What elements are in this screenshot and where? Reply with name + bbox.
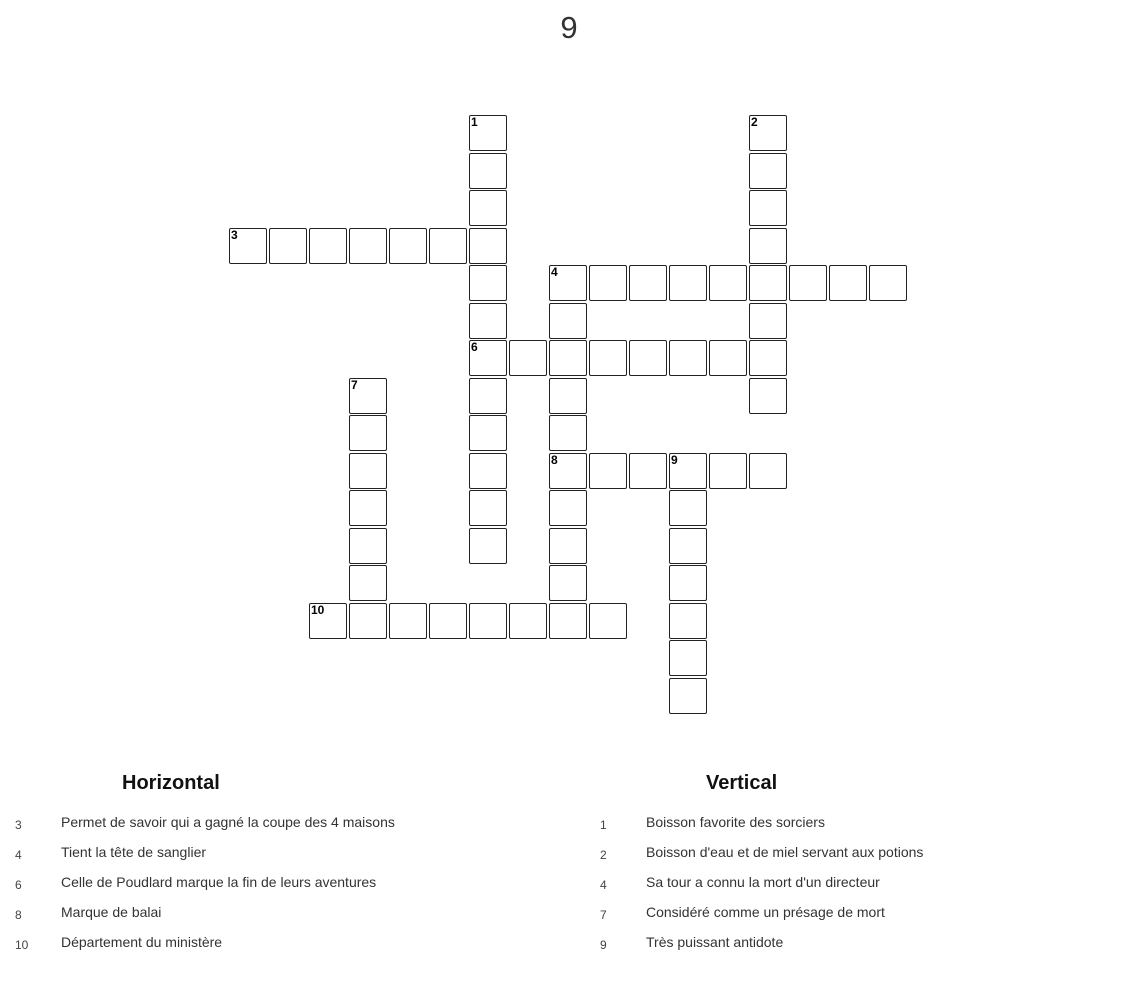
grid-cell[interactable] <box>589 603 627 639</box>
grid-cell[interactable] <box>589 453 627 489</box>
clue-number: 1 <box>600 818 607 832</box>
grid-cell[interactable] <box>349 565 387 601</box>
grid-cell[interactable] <box>469 378 507 414</box>
grid-cell[interactable] <box>349 378 387 414</box>
grid-cell[interactable] <box>229 228 267 264</box>
clue-number: 8 <box>15 908 22 922</box>
grid-cell[interactable] <box>549 340 587 376</box>
grid-cell[interactable] <box>429 228 467 264</box>
cell-number: 9 <box>671 453 678 467</box>
clue-text: Boisson favorite des sorciers <box>646 814 825 830</box>
grid-cell[interactable] <box>469 153 507 189</box>
cell-number: 7 <box>351 378 358 392</box>
grid-cell[interactable] <box>349 453 387 489</box>
grid-cell[interactable] <box>549 453 587 489</box>
cell-number: 6 <box>471 340 478 354</box>
clue-text: Très puissant antidote <box>646 934 784 950</box>
grid-cell[interactable] <box>709 265 747 301</box>
clue-number: 7 <box>600 908 607 922</box>
down-heading: Vertical <box>706 772 778 794</box>
grid-cell[interactable] <box>349 603 387 639</box>
grid-cell[interactable] <box>669 340 707 376</box>
grid-cell[interactable] <box>549 565 587 601</box>
grid-cell[interactable] <box>749 453 787 489</box>
across-heading: Horizontal <box>122 772 220 794</box>
clue-text: Permet de savoir qui a gagné la coupe des 4 maisons <box>61 814 395 830</box>
grid-cell[interactable] <box>309 228 347 264</box>
clue-text: Considéré comme un présage de mort <box>646 904 885 920</box>
grid-cell[interactable] <box>389 228 427 264</box>
grid-cell[interactable] <box>749 228 787 264</box>
grid-cell[interactable] <box>349 415 387 451</box>
grid-cell[interactable] <box>469 415 507 451</box>
cell-number: 4 <box>551 265 558 279</box>
grid-cell[interactable] <box>549 265 587 301</box>
clue-number: 3 <box>15 818 22 832</box>
grid-cell[interactable] <box>749 340 787 376</box>
grid-cell[interactable] <box>669 640 707 676</box>
grid-cell[interactable] <box>629 340 667 376</box>
puzzle-title: 9 <box>560 10 578 45</box>
grid-cell[interactable] <box>349 228 387 264</box>
grid-cell[interactable] <box>509 603 547 639</box>
clue-text: Celle de Poudlard marque la fin de leurs aventures <box>61 874 377 890</box>
clue-text: Sa tour a connu la mort d'un directeur <box>646 874 880 890</box>
grid-cell[interactable] <box>629 453 667 489</box>
clue-text: Département du ministère <box>61 934 223 950</box>
clue-number: 6 <box>15 878 22 892</box>
grid-cell[interactable] <box>349 490 387 526</box>
grid-cell[interactable] <box>829 265 867 301</box>
grid-cell[interactable] <box>749 265 787 301</box>
grid-cell[interactable] <box>469 190 507 226</box>
clue-number: 10 <box>15 938 29 952</box>
clue-text: Boisson d'eau et de miel servant aux potions <box>646 844 924 860</box>
cell-number: 8 <box>551 453 558 467</box>
grid-cell[interactable] <box>549 528 587 564</box>
grid-cell[interactable] <box>509 340 547 376</box>
grid-cell[interactable] <box>749 115 787 151</box>
grid-cell[interactable] <box>789 265 827 301</box>
grid-cell[interactable] <box>469 490 507 526</box>
grid-cell[interactable] <box>669 678 707 714</box>
clue-text: Marque de balai <box>61 904 162 920</box>
grid-cell[interactable] <box>349 528 387 564</box>
grid-cell[interactable] <box>669 490 707 526</box>
grid-cell[interactable] <box>469 453 507 489</box>
clue-number: 4 <box>600 878 607 892</box>
grid-cell[interactable] <box>669 453 707 489</box>
grid-cell[interactable] <box>669 565 707 601</box>
grid-cell[interactable] <box>669 603 707 639</box>
grid-cell[interactable] <box>749 303 787 339</box>
grid-cell[interactable] <box>549 303 587 339</box>
grid-cell[interactable] <box>709 340 747 376</box>
grid-cell[interactable] <box>469 340 507 376</box>
cell-number: 10 <box>311 603 325 617</box>
grid-cell[interactable] <box>549 603 587 639</box>
clue-text: Tient la tête de sanglier <box>61 844 207 860</box>
grid-cell[interactable] <box>309 603 347 639</box>
cell-number: 1 <box>471 115 478 129</box>
grid-cell[interactable] <box>669 265 707 301</box>
grid-cell[interactable] <box>469 228 507 264</box>
grid-cell[interactable] <box>469 528 507 564</box>
grid-cell[interactable] <box>669 528 707 564</box>
grid-cell[interactable] <box>269 228 307 264</box>
grid-cell[interactable] <box>749 378 787 414</box>
grid-cell[interactable] <box>389 603 427 639</box>
grid-cell[interactable] <box>429 603 467 639</box>
clue-number: 2 <box>600 848 607 862</box>
cell-number: 3 <box>231 228 238 242</box>
grid-cell[interactable] <box>469 265 507 301</box>
grid-cell[interactable] <box>469 603 507 639</box>
grid-cell[interactable] <box>469 115 507 151</box>
grid-cell[interactable] <box>709 453 747 489</box>
grid-cell[interactable] <box>589 340 627 376</box>
grid-cell[interactable] <box>469 303 507 339</box>
grid-cell[interactable] <box>549 415 587 451</box>
grid-cell[interactable] <box>749 153 787 189</box>
clue-number: 4 <box>15 848 22 862</box>
cell-number: 2 <box>751 115 758 129</box>
clue-number: 9 <box>600 938 607 952</box>
grid-cell[interactable] <box>549 378 587 414</box>
grid-cell[interactable] <box>589 265 627 301</box>
grid-cell[interactable] <box>629 265 667 301</box>
grid-cell[interactable] <box>549 490 587 526</box>
grid-cell[interactable] <box>869 265 907 301</box>
grid-cell[interactable] <box>749 190 787 226</box>
